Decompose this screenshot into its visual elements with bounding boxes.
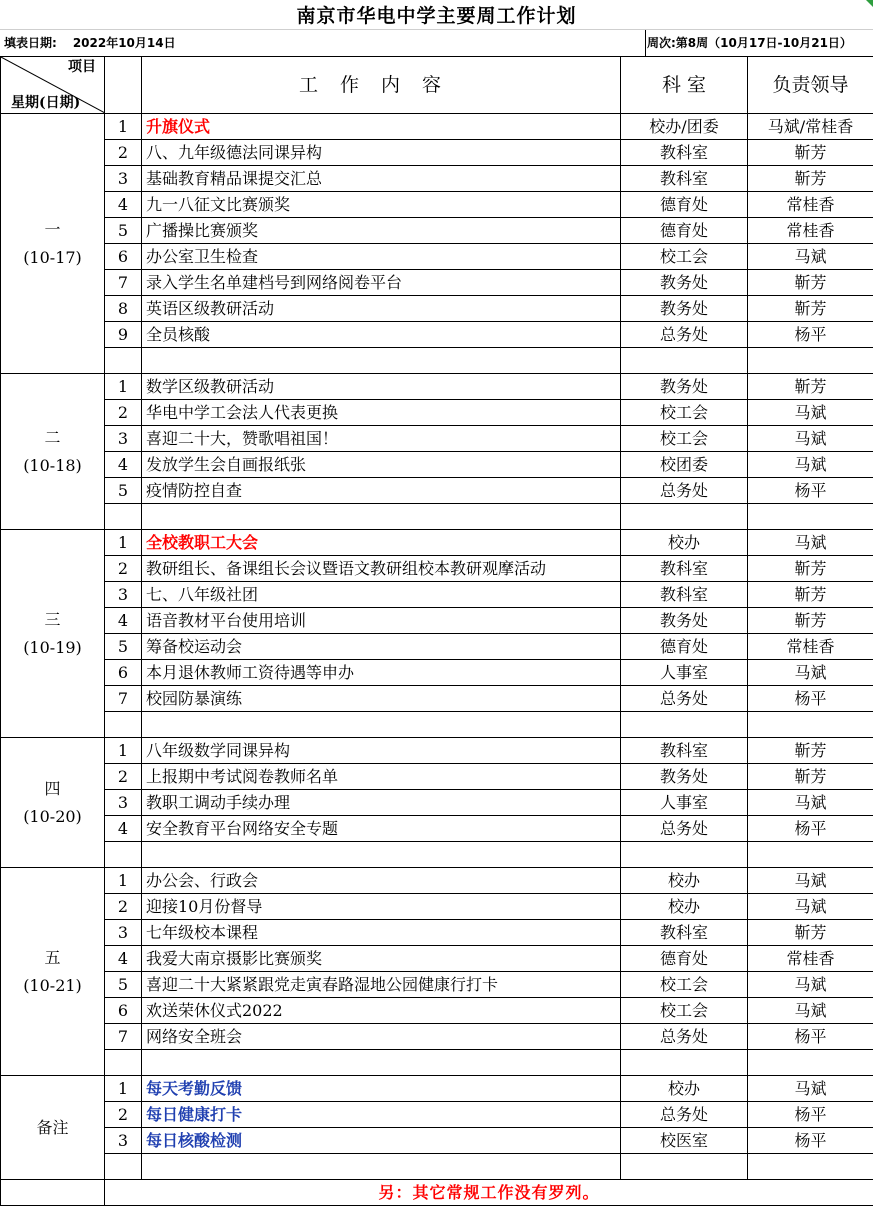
table-row [1,1050,873,1076]
table-row [1,270,873,296]
weekday-date: (10-18) [1,452,104,480]
table-row [1,972,873,998]
item-leader: 马斌 [748,530,873,556]
table-row [1,764,873,790]
table-row [1,1180,873,1206]
table-row [1,608,873,634]
item-department: 教科室 [621,738,748,764]
table-row [1,140,873,166]
item-number: 5 [105,478,142,504]
item-leader [748,1050,873,1076]
item-leader: 马斌 [748,1076,873,1102]
header-number-cell [105,57,142,114]
item-content: 疫情防控自查 [142,478,621,504]
item-department: 教务处 [621,764,748,790]
table-header-row [1,57,873,114]
item-department: 教务处 [621,374,748,400]
item-number: 7 [105,270,142,296]
table-row [1,114,873,140]
table-row [1,296,873,322]
divider [645,30,646,56]
table-row [1,322,873,348]
item-content: 基础教育精品课提交汇总 [142,166,621,192]
item-department: 教科室 [621,140,748,166]
table-row [1,374,873,400]
weekday-name: 四 [1,775,104,803]
item-number: 3 [105,426,142,452]
weekday-date: (10-17) [1,244,104,272]
item-leader: 杨平 [748,1102,873,1128]
item-department: 总务处 [621,686,748,712]
item-number: 4 [105,608,142,634]
item-number: 3 [105,1128,142,1154]
item-content: 八、九年级德法同课异构 [142,140,621,166]
item-leader: 常桂香 [748,192,873,218]
item-content: 每日健康打卡 [142,1102,621,1128]
weekday-name: 三 [1,606,104,634]
item-number: 1 [105,868,142,894]
item-department: 校办 [621,894,748,920]
table-row [1,166,873,192]
item-number: 9 [105,322,142,348]
item-leader: 靳芳 [748,296,873,322]
item-department: 总务处 [621,816,748,842]
table-row [1,842,873,868]
item-leader: 马斌 [748,972,873,998]
item-content [142,842,621,868]
item-leader [748,842,873,868]
item-leader: 靳芳 [748,764,873,790]
item-number: 2 [105,140,142,166]
item-number: 2 [105,1102,142,1128]
table-row [1,452,873,478]
fill-date [4,30,176,56]
table-row [1,530,873,556]
item-department: 教科室 [621,556,748,582]
item-leader: 靳芳 [748,374,873,400]
table-row [1,218,873,244]
table-row [1,348,873,374]
item-leader: 马斌 [748,790,873,816]
item-content: 喜迎二十大，赞歌唱祖国！ [142,426,621,452]
weekday-name: 五 [1,944,104,972]
item-department: 人事室 [621,660,748,686]
weekday-cell [1,738,105,868]
item-content [142,712,621,738]
item-number: 4 [105,946,142,972]
item-content: 本月退休教师工资待遇等申办 [142,660,621,686]
item-number: 4 [105,452,142,478]
item-content: 办公会、行政会 [142,868,621,894]
table-row [1,504,873,530]
item-number: 2 [105,894,142,920]
item-number: 5 [105,972,142,998]
table-row [1,478,873,504]
item-number: 6 [105,244,142,270]
item-number: 4 [105,816,142,842]
page-title: 南京市华电中学主要周工作计划 [0,0,873,30]
item-leader: 靳芳 [748,270,873,296]
item-department: 校工会 [621,244,748,270]
item-content: 全员核酸 [142,322,621,348]
fill-date-value: 2022年10月14日 [73,36,176,50]
item-department: 教科室 [621,582,748,608]
item-number: 5 [105,634,142,660]
item-content: 升旗仪式 [142,114,621,140]
item-content: 八年级数学同课异构 [142,738,621,764]
item-leader: 杨平 [748,322,873,348]
item-content: 教职工调动手续办理 [142,790,621,816]
table-row [1,660,873,686]
weekday-date: (10-21) [1,972,104,1000]
item-leader [748,504,873,530]
item-leader: 杨平 [748,686,873,712]
item-department: 德育处 [621,218,748,244]
item-leader: 马斌/常桂香 [748,114,873,140]
item-department [621,1050,748,1076]
weekday-name: 一 [1,216,104,244]
item-content: 上报期中考试阅卷教师名单 [142,764,621,790]
item-content: 我爱大南京摄影比赛颁奖 [142,946,621,972]
item-number: 6 [105,660,142,686]
item-leader [748,1154,873,1180]
item-department: 校办 [621,868,748,894]
item-number: 4 [105,192,142,218]
item-department: 总务处 [621,1102,748,1128]
footer-note: 另：其它常规工作没有罗列。 [105,1180,873,1206]
weekday-cell [1,114,105,374]
table-row [1,868,873,894]
item-number [105,1154,142,1180]
item-content: 网络安全班会 [142,1024,621,1050]
item-number: 3 [105,582,142,608]
item-content: 筹备校运动会 [142,634,621,660]
item-leader: 靳芳 [748,920,873,946]
item-department: 教务处 [621,296,748,322]
item-number: 2 [105,556,142,582]
item-number [105,1050,142,1076]
table-row [1,556,873,582]
item-content: 欢送荣休仪式2022 [142,998,621,1024]
item-department: 校工会 [621,998,748,1024]
item-leader [748,712,873,738]
header-lead: 负责领导 [748,57,873,114]
item-department: 校办 [621,1076,748,1102]
header-item-label: 项目 [68,57,96,77]
item-content: 英语区级教研活动 [142,296,621,322]
item-content [142,1050,621,1076]
item-leader: 马斌 [748,244,873,270]
empty-cell [1,1180,105,1206]
item-content: 发放学生会自画报纸张 [142,452,621,478]
item-leader: 常桂香 [748,946,873,972]
item-content: 校园防暴演练 [142,686,621,712]
item-number: 1 [105,374,142,400]
header-weekday-label: 星期(日期) [11,93,80,113]
item-department: 教务处 [621,270,748,296]
item-leader: 马斌 [748,426,873,452]
table-row [1,634,873,660]
item-department [621,1154,748,1180]
weekday-date: (10-20) [1,803,104,831]
item-number: 8 [105,296,142,322]
item-number: 1 [105,738,142,764]
item-leader: 常桂香 [748,634,873,660]
item-department [621,348,748,374]
item-content: 九一八征文比赛颁奖 [142,192,621,218]
table-row [1,738,873,764]
item-content: 广播操比赛颁奖 [142,218,621,244]
item-leader: 马斌 [748,998,873,1024]
item-leader: 靳芳 [748,556,873,582]
item-content: 每天考勤反馈 [142,1076,621,1102]
item-department: 校工会 [621,400,748,426]
item-department: 校工会 [621,426,748,452]
item-content [142,1154,621,1180]
item-number: 3 [105,790,142,816]
item-leader: 靳芳 [748,140,873,166]
item-leader [748,348,873,374]
item-leader: 马斌 [748,868,873,894]
weekday-cell [1,1076,105,1180]
item-leader: 常桂香 [748,218,873,244]
table-row [1,790,873,816]
header-corner-cell [1,57,105,114]
item-content [142,348,621,374]
item-department: 教科室 [621,920,748,946]
table-row [1,582,873,608]
weekday-name: 备注 [1,1114,104,1142]
table-row [1,998,873,1024]
item-leader: 杨平 [748,1128,873,1154]
item-content: 录入学生名单建档号到网络阅卷平台 [142,270,621,296]
item-number: 2 [105,764,142,790]
item-leader: 杨平 [748,478,873,504]
item-content: 七、八年级社团 [142,582,621,608]
item-content: 教研组长、备课组长会议暨语文教研组校本教研观摩活动 [142,556,621,582]
item-content [142,504,621,530]
item-department: 教务处 [621,608,748,634]
weekday-name: 二 [1,424,104,452]
item-number: 6 [105,998,142,1024]
item-content: 每日核酸检测 [142,1128,621,1154]
week-info: 周次:第8周（10月17日-10月21日） [647,30,873,56]
table-row [1,1154,873,1180]
item-department [621,842,748,868]
item-leader: 马斌 [748,400,873,426]
table-row [1,1102,873,1128]
item-department: 校办/团委 [621,114,748,140]
table-row [1,894,873,920]
item-department: 校办 [621,530,748,556]
weekday-date: (10-19) [1,634,104,662]
item-content: 全校教职工大会 [142,530,621,556]
item-department [621,712,748,738]
item-leader: 靳芳 [748,608,873,634]
item-department: 校医室 [621,1128,748,1154]
item-department: 德育处 [621,946,748,972]
item-number: 3 [105,920,142,946]
item-leader: 马斌 [748,660,873,686]
item-content: 语音教材平台使用培训 [142,608,621,634]
item-leader: 杨平 [748,816,873,842]
item-leader: 马斌 [748,894,873,920]
item-department: 校工会 [621,972,748,998]
table-row [1,244,873,270]
item-department: 校团委 [621,452,748,478]
item-content: 数学区级教研活动 [142,374,621,400]
item-department: 德育处 [621,634,748,660]
item-department: 人事室 [621,790,748,816]
item-content: 喜迎二十大紧紧跟党走寅春路湿地公园健康行打卡 [142,972,621,998]
item-leader: 杨平 [748,1024,873,1050]
item-number: 3 [105,166,142,192]
table-row [1,686,873,712]
item-number [105,348,142,374]
item-number: 2 [105,400,142,426]
cell-marker-icon [866,0,873,7]
table-row [1,426,873,452]
item-content: 迎接10月份督导 [142,894,621,920]
item-department: 德育处 [621,192,748,218]
item-content: 七年级校本课程 [142,920,621,946]
item-number: 1 [105,114,142,140]
item-number [105,712,142,738]
item-number [105,504,142,530]
table-row [1,400,873,426]
item-leader: 马斌 [748,452,873,478]
item-content: 华电中学工会法人代表更换 [142,400,621,426]
weekday-cell [1,374,105,530]
item-department [621,504,748,530]
work-plan-table [0,56,873,1206]
table-row [1,1076,873,1102]
fill-date-label: 填表日期: [4,36,57,50]
header-dept: 科 室 [621,57,748,114]
item-department: 教科室 [621,166,748,192]
table-row [1,1024,873,1050]
item-number: 1 [105,530,142,556]
item-number: 1 [105,1076,142,1102]
item-department: 总务处 [621,1024,748,1050]
weekday-cell [1,868,105,1076]
item-leader: 靳芳 [748,582,873,608]
item-leader: 靳芳 [748,738,873,764]
item-content: 办公室卫生检查 [142,244,621,270]
item-number: 5 [105,218,142,244]
item-number: 7 [105,1024,142,1050]
item-department: 总务处 [621,322,748,348]
table-row [1,712,873,738]
item-number: 7 [105,686,142,712]
header-content: 工作内容 [142,57,621,114]
table-row [1,1128,873,1154]
item-leader: 靳芳 [748,166,873,192]
table-row [1,192,873,218]
item-number [105,842,142,868]
weekday-cell [1,530,105,738]
table-row [1,920,873,946]
table-row [1,946,873,972]
table-row [1,816,873,842]
item-department: 总务处 [621,478,748,504]
item-content: 安全教育平台网络安全专题 [142,816,621,842]
